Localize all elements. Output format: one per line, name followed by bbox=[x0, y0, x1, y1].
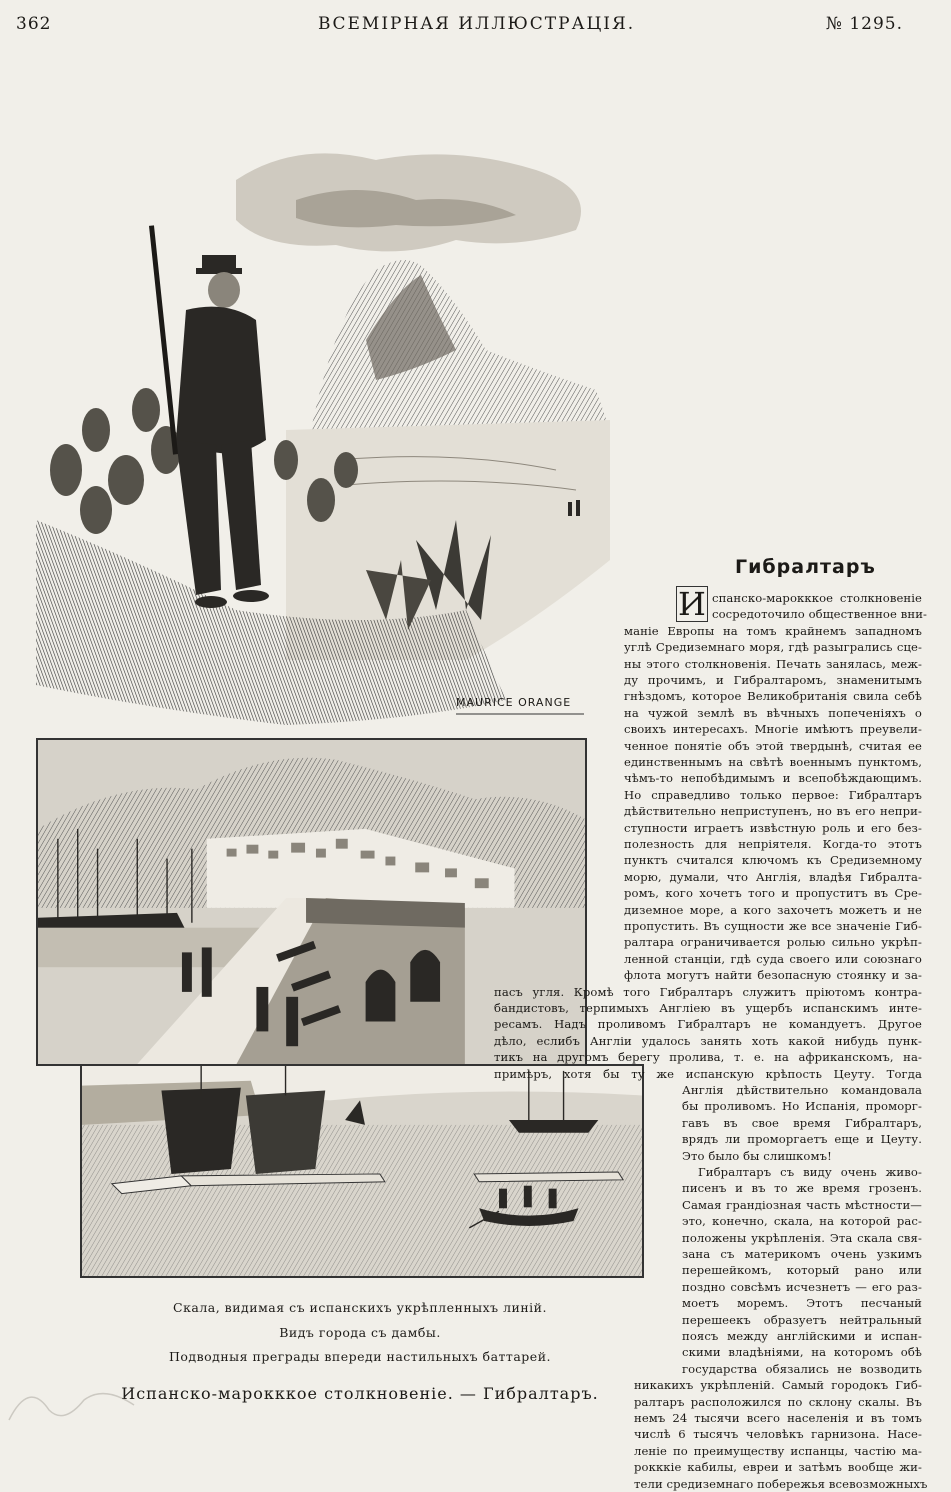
article-line: это, конечно, скала, на которой рас- bbox=[682, 1214, 922, 1229]
article-line: Англія дѣйствительно командовала bbox=[682, 1083, 922, 1097]
masthead: ВСЕМІРНАЯ ИЛЛЮСТРАЦІЯ. bbox=[318, 14, 636, 34]
illustration-caption-3: Подводныя преграды впереди настильныхъ баттарей. bbox=[168, 1349, 552, 1364]
illustration-caption-1: Скала, видимая съ испанскихъ укрѣпленныхъ линій. bbox=[173, 1300, 547, 1315]
issue-number: № 1295. bbox=[825, 14, 903, 34]
article-line: положены укрѣпленія. Эта скала свя- bbox=[682, 1230, 922, 1245]
article-line: ду прочимъ, и Гибралтаромъ, знаменитымъ bbox=[624, 673, 922, 687]
article-line: тели средиземнаго побережья всевозможныхъ bbox=[634, 1476, 928, 1491]
article-line: пунктъ считался ключомъ къ Средиземному bbox=[624, 853, 922, 868]
article-line: леніе по преимуществу испанцы, частію ма- bbox=[634, 1443, 922, 1458]
article-line: перешейкомъ, который рано или bbox=[682, 1263, 922, 1278]
article-line: гавъ въ свое время Гибралтаръ, bbox=[682, 1115, 922, 1130]
article-line: дѣйствительно неприступенъ, но въ его непри- bbox=[624, 804, 922, 819]
article-line: единственнымъ на свѣтѣ военнымъ пунктомъ, bbox=[624, 755, 922, 769]
article-line: ны этого столкновенія. Печать занялась, меж- bbox=[624, 656, 922, 671]
signature-text: MAURICE ORANGE bbox=[456, 696, 572, 709]
article-line: моетъ моремъ. Этотъ песчаный bbox=[682, 1296, 922, 1311]
article-line: бы проливомъ. Но Испанія, проморг- bbox=[682, 1099, 922, 1114]
article-line: примѣръ, хотя бы ту же испанскую крѣпость Цеуту. Тогда bbox=[494, 1066, 922, 1081]
article-line: чѣмъ-то непобѣдимымъ и всепобѣждающимъ. bbox=[624, 771, 922, 786]
article-line: врядъ ли проморгаетъ еще и Цеуту. bbox=[682, 1132, 922, 1147]
article-line: пропустить. Въ сущности же все значеніе Гиб- bbox=[624, 919, 922, 933]
article-title: Гибралтаръ bbox=[735, 556, 876, 578]
article-line: никакихъ укрѣпленій. Самый городокъ Гиб- bbox=[634, 1378, 922, 1393]
article-line: на чужой землѣ въ вѣчныхъ попеченіяхъ о bbox=[624, 705, 922, 720]
article-line: своихъ интересахъ. Многіе имѣютъ преувели- bbox=[624, 722, 922, 737]
engraving-soldier-rock bbox=[36, 140, 610, 730]
article-line: ралтаръ расположился по склону скалы. Въ bbox=[634, 1394, 922, 1409]
article-line: спанско-марокккое столкновеніе bbox=[712, 591, 922, 605]
article-line: ралтара ограничивается ролью сильно укрѣп- bbox=[624, 935, 922, 950]
page-number: 362 bbox=[16, 14, 52, 34]
article-line: диземное море, а кого захочетъ можетъ и не bbox=[624, 902, 922, 917]
artist-signature bbox=[456, 694, 586, 716]
article-line: Самая грандіозная часть мѣстности— bbox=[682, 1197, 922, 1212]
article-line: дѣло, еслибъ Англіи удалось занять хоть какой нибудь пунк- bbox=[494, 1033, 922, 1048]
article-line: ступности играетъ извѣстную роль и его без- bbox=[624, 820, 922, 835]
dropcap: И bbox=[676, 586, 708, 622]
article-line: сосредоточило общественное вни- bbox=[712, 607, 928, 622]
article-line: Это было бы слишкомъ! bbox=[682, 1148, 832, 1163]
pencil-mark bbox=[4, 1370, 144, 1430]
article-line: поясъ между англійскими и испан- bbox=[682, 1329, 922, 1343]
article-line: скими владѣніями, на которомъ обѣ bbox=[682, 1345, 922, 1360]
article-line: ленной станціи, гдѣ суда своего или союзнаго bbox=[624, 951, 922, 966]
article-line: ромъ, кого хочетъ того и пропуститъ въ Сре- bbox=[624, 886, 922, 901]
article-line: маніе Европы на томъ крайнемъ западномъ bbox=[624, 623, 922, 638]
article-line: пасъ угля. Кромѣ того Гибралтаръ служитъ пріютомъ контра- bbox=[494, 984, 922, 999]
article-line: бандистовъ, терпимыхъ Англіею въ ущербъ испанскимъ инте- bbox=[494, 1001, 922, 1015]
article-line: немъ 24 тысячи всего населенія и въ томъ bbox=[634, 1411, 922, 1425]
illustration-caption-2: Видъ города съ дамбы. bbox=[279, 1325, 441, 1340]
article-line: флота могутъ найти безопасную стоянку и за- bbox=[624, 968, 922, 983]
article-line: рокккіе кабилы, евреи и затѣмъ вообще жи- bbox=[634, 1460, 922, 1475]
article-line: государства обязались не возводить bbox=[682, 1361, 922, 1376]
article-line: числѣ 6 тысячъ человѣкъ гарнизона. Насе- bbox=[634, 1427, 922, 1442]
article-line: морю, думали, что Англія, владѣя Гибралта- bbox=[624, 869, 922, 884]
article-line: Гибралтаръ съ виду очень живо- bbox=[698, 1165, 922, 1179]
article-line: писенъ и въ то же время грозенъ. bbox=[682, 1181, 922, 1196]
article-line: Но справедливо только первое: Гибралтаръ bbox=[624, 787, 922, 802]
article-line: поздно совсѣмъ исчезнетъ — его раз- bbox=[682, 1279, 922, 1294]
article-line: ресамъ. Надъ проливомъ Гибралтаръ не командуетъ. Другое bbox=[494, 1017, 922, 1032]
article-line: полезность для непріятеля. Когда-то этотъ bbox=[624, 837, 922, 851]
article-line: углѣ Средиземнаго моря, гдѣ разыгрались сце- bbox=[624, 640, 922, 655]
engraving-harbour-barriers bbox=[80, 1064, 644, 1278]
article-line: тикъ на другомъ берегу пролива, т. е. на африканскомъ, на- bbox=[494, 1050, 922, 1065]
article-line: гнѣздомъ, которое Великобританія свила себѣ bbox=[624, 689, 922, 704]
article-line: зана съ материкомъ очень узкимъ bbox=[682, 1247, 922, 1261]
article-line: перешеекъ образуетъ нейтральный bbox=[682, 1312, 922, 1327]
illustration-title: Испанско-марокккое столкновеніе. — Гибралтаръ. bbox=[121, 1384, 599, 1403]
article-line: ченное понятіе объ этой твердынѣ, считая ее bbox=[624, 738, 922, 753]
